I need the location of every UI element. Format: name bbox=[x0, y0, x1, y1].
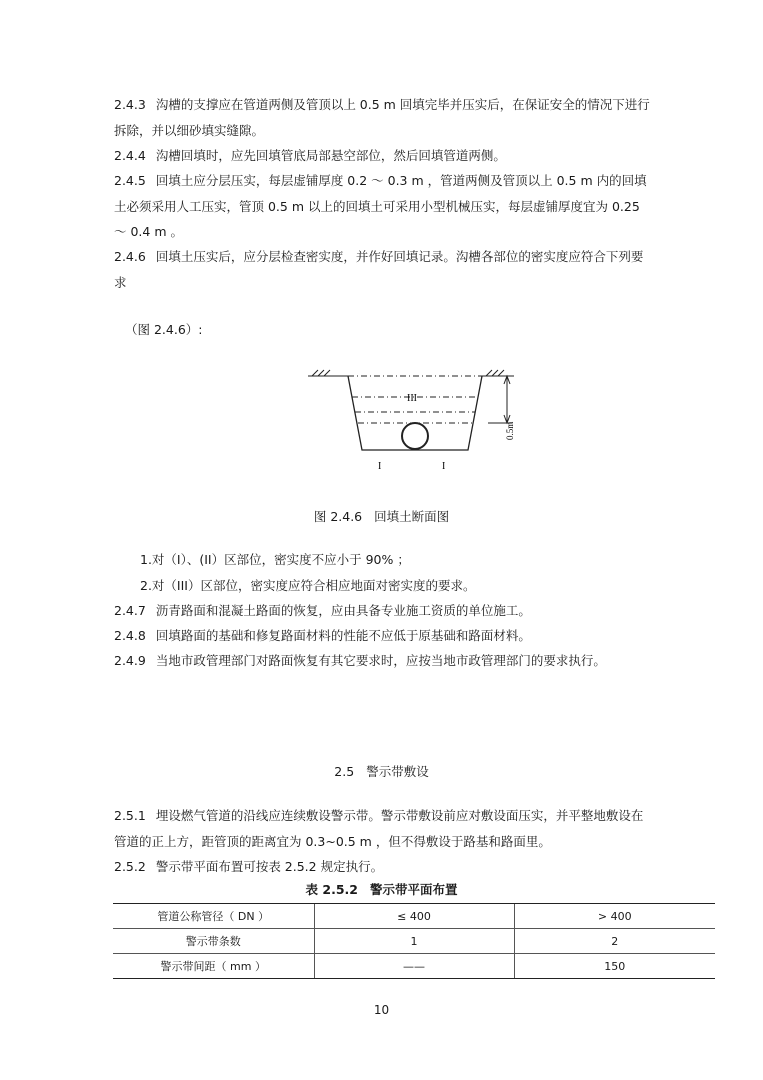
warning-tape-layout-table bbox=[113, 903, 715, 979]
section-heading bbox=[0, 762, 763, 780]
table-cell: ≤ 400 bbox=[314, 904, 514, 929]
ground-hatch-right bbox=[486, 370, 504, 376]
table-cell: 警示带条数 bbox=[113, 929, 314, 954]
trench-outline bbox=[348, 376, 482, 450]
clause-number: 2.4.7 bbox=[114, 603, 146, 618]
table-row bbox=[113, 904, 715, 929]
table-caption-number: 表 2.5.2 bbox=[305, 882, 358, 897]
paragraph-2-4-8 bbox=[114, 623, 654, 649]
table-row bbox=[113, 929, 715, 954]
table-caption bbox=[0, 880, 763, 898]
table-cell: 警示带间距（ mm ） bbox=[113, 954, 314, 979]
pipe-circle bbox=[402, 423, 428, 449]
clause-number: 2.4.8 bbox=[114, 628, 146, 643]
table-cell: 1 bbox=[314, 929, 514, 954]
clause-text: 回填路面的基础和修复路面材料的性能不应低于原基础和路面材料。 bbox=[155, 628, 531, 643]
clause-text: 沟槽的支撑应在管道两侧及管顶以上 0.5 m 回填完毕并压实后，在保证安全的情况下进行拆除，并以细砂填实缝隙。 bbox=[114, 97, 650, 138]
backfill-section-diagram bbox=[300, 360, 530, 480]
clause-text: 当地市政管理部门对路面恢复有其它要求时，应按当地市政管理部门的要求执行。 bbox=[155, 653, 606, 668]
paragraph-2-4-5 bbox=[114, 168, 654, 245]
table-cell: 2 bbox=[514, 929, 715, 954]
dimension-label: 0.5m bbox=[505, 421, 515, 440]
clause-number: 2.4.4 bbox=[114, 148, 146, 163]
requirement-item-2: 2.对（III）区部位，密实度应符合相应地面对密实度的要求。 bbox=[140, 578, 476, 593]
zone-label-top: III bbox=[407, 393, 417, 404]
clause-number: 2.4.9 bbox=[114, 653, 146, 668]
paragraph-2-4-3 bbox=[114, 92, 654, 143]
table-caption-text: 警示带平面布置 bbox=[369, 882, 458, 897]
figure-reference: （图 2.4.6）: bbox=[125, 322, 203, 337]
figure-caption-text: 回填土断面图 bbox=[374, 509, 450, 524]
clause-text: 沥青路面和混凝土路面的恢复，应由具备专业施工资质的单位施工。 bbox=[155, 603, 531, 618]
zone-label-right: I bbox=[442, 461, 446, 472]
paragraph-2-4-7 bbox=[114, 598, 654, 624]
zone-label-left: I bbox=[378, 461, 382, 472]
clause-number: 2.4.5 bbox=[114, 173, 146, 188]
requirement-item-1: 1.对（I）、(II）区部位，密实度不应小于 90% ； bbox=[140, 552, 410, 567]
clause-text: 埋设燃气管道的沿线应连续敷设警示带。警示带敷设前应对敷设面压实，并平整地敷设在管道的正上方，距管顶的距离宜为 0.3~0.5 m ，但不得敷设于路基和路面里。 bbox=[114, 808, 644, 849]
figure-caption bbox=[0, 507, 763, 525]
clause-text: 回填土应分层压实，每层虚铺厚度 0.2 ～ 0.3 m ，管道两侧及管顶以上 0.5 m 内的回填土必须采用人工压实，管顶 0.5 m 以上的回填土可采用小型机械压实，每层虚铺厚度宜为 0.25 ～ 0.4 m 。 bbox=[114, 173, 647, 239]
clause-number: 2.5.1 bbox=[114, 808, 146, 823]
clause-text: 沟槽回填时，应先回填管底局部悬空部位，然后回填管道两侧。 bbox=[155, 148, 506, 163]
clause-number: 2.4.6 bbox=[114, 249, 146, 264]
clause-number: 2.4.3 bbox=[114, 97, 146, 112]
table-cell: —— bbox=[314, 954, 514, 979]
paragraph-2-4-4 bbox=[114, 143, 654, 169]
section-number: 2.5 bbox=[334, 764, 355, 779]
ground-hatch-left bbox=[312, 370, 330, 376]
paragraph-2-5-2 bbox=[114, 854, 654, 880]
clause-text: 警示带平面布置可按表 2.5.2 规定执行。 bbox=[155, 859, 384, 874]
figure-caption-number: 图 2.4.6 bbox=[313, 509, 363, 524]
clause-number: 2.5.2 bbox=[114, 859, 146, 874]
paragraph-2-4-9 bbox=[114, 648, 654, 674]
table-cell: > 400 bbox=[514, 904, 715, 929]
paragraph-2-5-1 bbox=[114, 803, 654, 854]
clause-text: 回填土压实后，应分层检查密实度，并作好回填记录。沟槽各部位的密实度应符合下列要求 bbox=[114, 249, 644, 290]
section-title: 警示带敷设 bbox=[366, 764, 429, 779]
paragraph-2-4-6 bbox=[114, 244, 654, 295]
table-row bbox=[113, 954, 715, 979]
table-cell: 管道公称管径（ DN ） bbox=[113, 904, 314, 929]
page-number: 10 bbox=[373, 1003, 390, 1017]
table-cell: 150 bbox=[514, 954, 715, 979]
